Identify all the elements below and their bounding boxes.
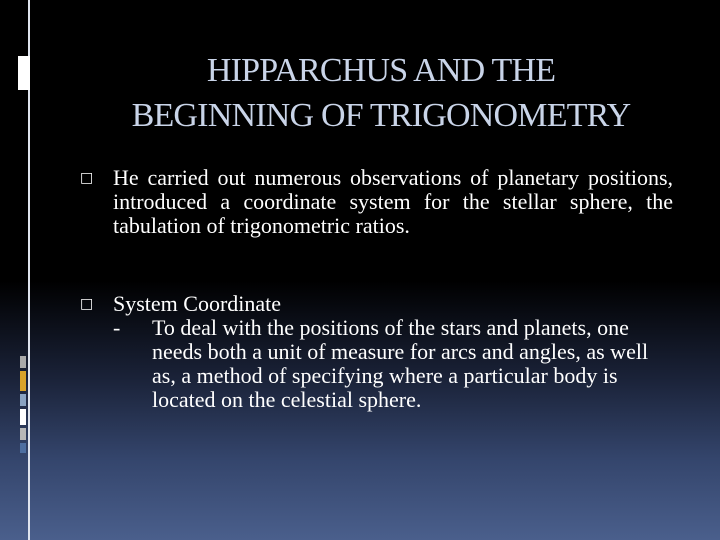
bullet-item: [80, 292, 673, 316]
bullet-text: He carried out numerous observations of planetary positions, introduced a coordinate system for the stellar sphere, the tabulation of trigonometric ratios.: [113, 165, 673, 238]
decorative-square: [20, 443, 26, 453]
sub-bullet-text: To deal with the positions of the stars and planets, one needs both a unit of measure for arcs and angles, as well as, a method of specifying where a particular body is located on the celestial sphere.: [152, 315, 649, 412]
square-bullet-icon: □: [80, 170, 94, 186]
bullet-item: [80, 166, 673, 238]
title-line-2: BEGINNING OF TRIGONOMETRY: [131, 97, 631, 134]
decorative-square: [20, 428, 26, 440]
sub-bullet-marker: -: [113, 315, 121, 340]
decorative-square: [20, 409, 26, 425]
title-line-1: HIPPARCHUS AND THE: [206, 52, 556, 89]
decorative-square: [20, 394, 26, 406]
square-bullet-icon: □: [80, 296, 94, 312]
slide-title: [58, 48, 704, 138]
decorative-square: [20, 371, 26, 391]
sub-bullet-item: [80, 316, 673, 412]
bullet-list: [80, 166, 673, 412]
title-accent-bar: [18, 56, 30, 90]
decorative-square: [20, 356, 26, 368]
bullet-text: System Coordinate: [113, 291, 282, 316]
